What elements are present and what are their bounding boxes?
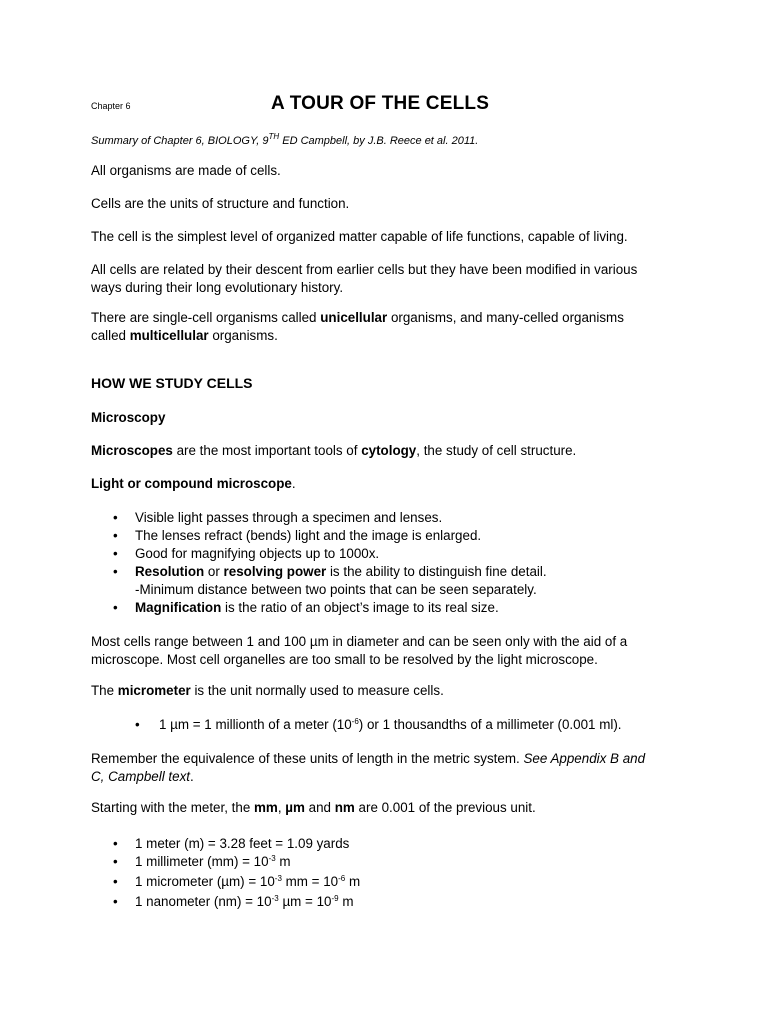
list-item: • The lenses refract (bends) light and the image is enlarged. [113, 528, 482, 543]
intro-paragraph-1: All organisms are made of cells. [91, 163, 281, 178]
microscope-bullet-list [91, 509, 547, 617]
list-item: • 1 meter (m) = 3.28 feet = 1.09 yards [113, 836, 350, 851]
bullet-icon: • [113, 836, 118, 851]
starting-paragraph: Starting with the meter, the mm, µm and nm are 0.001 of the previous unit. [91, 800, 536, 815]
bullet-icon: • [113, 510, 118, 525]
bullet-icon: • [113, 894, 118, 909]
micrometer-bullet-list [91, 716, 622, 736]
remember-paragraph: Remember the equivalence of these units of length in the metric system. See Appendix B and C, Campbell text. [91, 751, 646, 784]
list-item: • Visible light passes through a specimen and lenses. [113, 510, 443, 525]
list-item: • 1 millimeter $(mm) = 10^{-3}$ m [113, 854, 291, 869]
light-microscope-label: Light or compound microscope. [91, 476, 296, 491]
bullet-icon: • [113, 854, 118, 869]
bullet-icon: • [113, 564, 118, 579]
cell-size-paragraph: Most cells range between 1 and 100 µm in diameter and can be seen only with the aid of a microscope. Most cell organelles are too small to be resolved by the light microscope. [91, 634, 628, 667]
intro-paragraph-5: There are single-cell organisms called unicellular organisms, and many-celled organisms called multicellular organisms. [91, 310, 624, 343]
intro-paragraph-2: Cells are the units of structure and function. [91, 196, 350, 211]
section-subheading: Microscopy [91, 410, 166, 425]
bullet-icon: • [113, 874, 118, 889]
chapter-label: Chapter 6 [91, 101, 131, 111]
section-heading: HOW WE STUDY CELLS [91, 375, 253, 391]
list-item: • Good for magnifying objects up to 1000x. [113, 546, 380, 561]
bullet-icon: • [135, 717, 140, 732]
list-item: • Resolution or resolving power is the ability to distinguish fine detail. -Minimum distance between two points that can be seen separately. [113, 564, 547, 597]
bullet-icon: • [113, 546, 118, 561]
list-item: • Magnification is the ratio of an object’s image to its real size. [113, 600, 499, 615]
intro-paragraph-3: The cell is the simplest level of organized matter capable of life functions, capable of living. [91, 229, 628, 244]
units-bullet-list [91, 835, 360, 913]
page-title: A TOUR OF THE CELLS [271, 93, 490, 114]
list-item: • 1 nanometer $(nm) = 10^{-3}$ $\mu m = 10^{-9}$ m [113, 894, 354, 909]
list-item: • 1 micrometer $(\mu m) = 10^{-3}$ mm = $10^{-6}$ m [113, 874, 361, 889]
micrometer-paragraph: The micrometer is the unit normally used to measure cells. [91, 683, 444, 698]
bullet-icon: • [113, 600, 118, 615]
summary-line: Summary of Chapter 6, BIOLOGY, 9TH ED Campbell, by J.B. Reece et al. 2011. [91, 132, 479, 147]
microscopes-paragraph: Microscopes are the most important tools of cytology, the study of cell structure. [91, 443, 577, 458]
list-item: • 1 µm = 1 millionth of a meter $(10^{-6})$ or 1 thousandths of a millimeter (0.001 ml). [135, 717, 622, 732]
intro-paragraph-4: All cells are related by their descent from earlier cells but they have been modified in various ways during their long evolutionary history. [91, 262, 638, 295]
bullet-icon: • [113, 528, 118, 543]
